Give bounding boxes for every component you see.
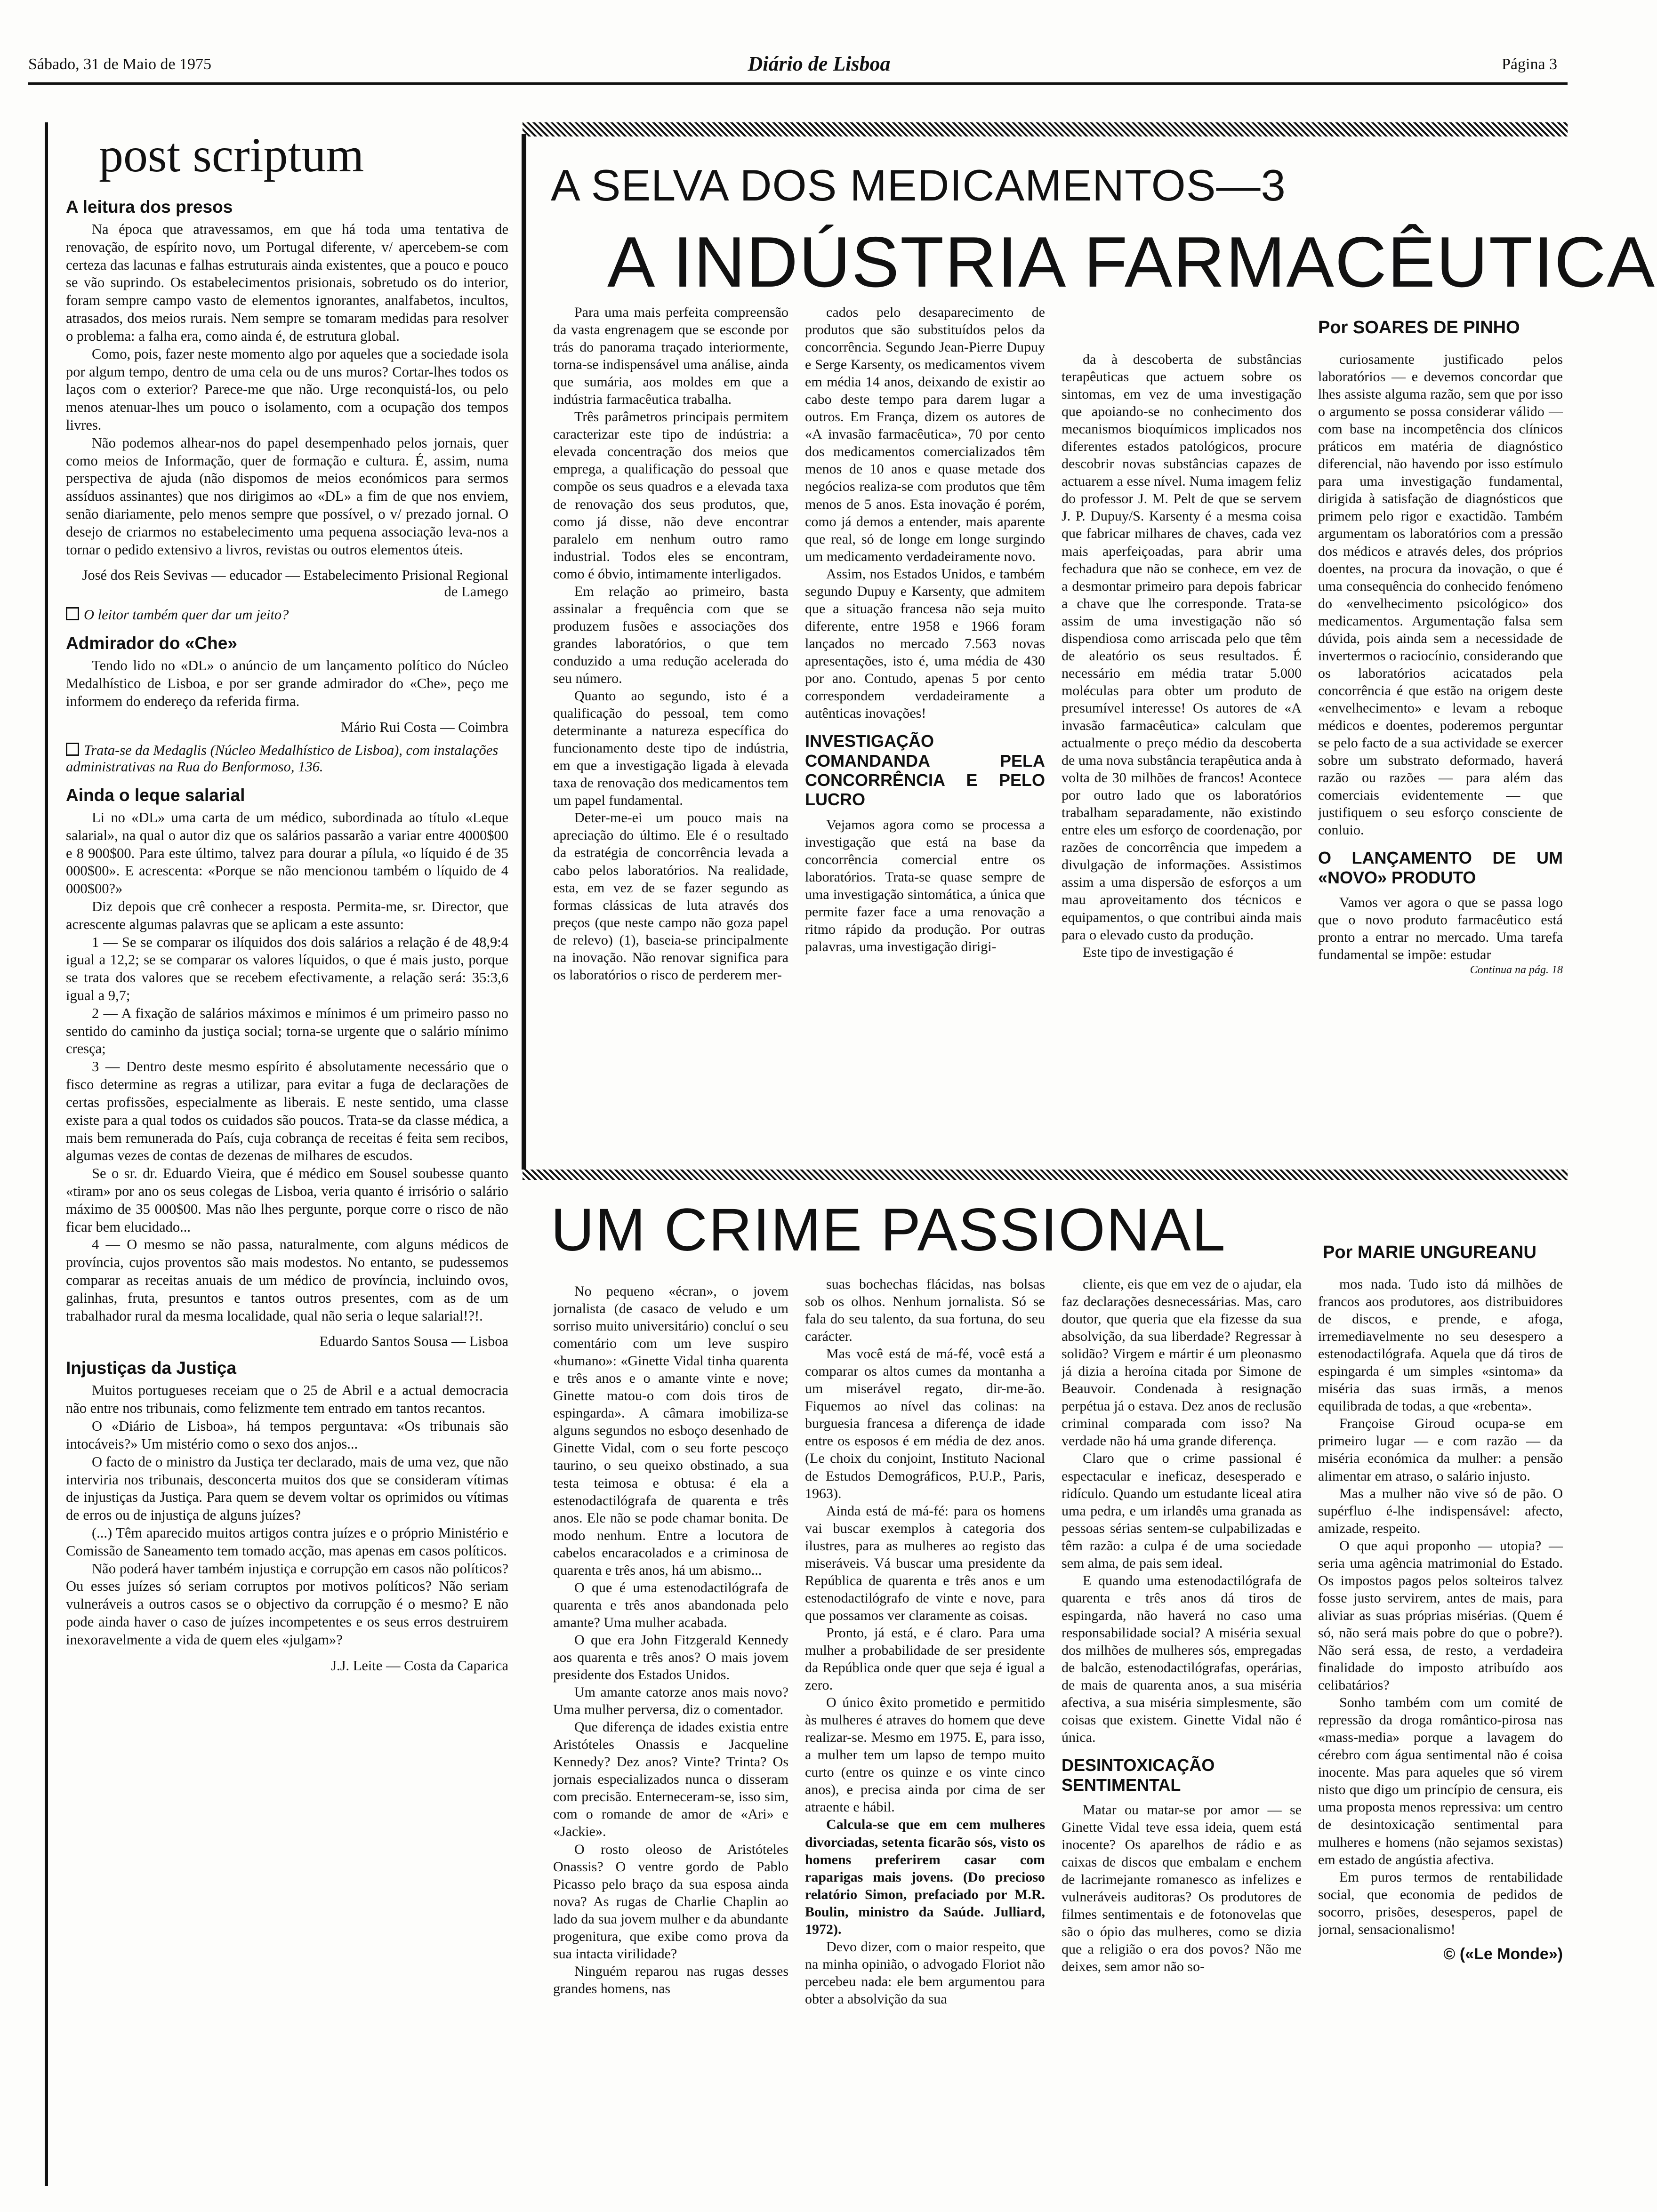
editor-note-text: O leitor também quer dar um jeito? [84, 607, 289, 623]
series-kicker: A SELVA DOS MEDICAMENTOS—3 [551, 160, 1286, 210]
article-column [1062, 351, 1302, 1165]
letter-signature: J.J. Leite — Costa da Caparica [331, 1657, 508, 1674]
article-headline: A INDÚSTRIA FARMACÊUTICA [607, 222, 1656, 302]
section-title: Ainda o leque salarial [66, 785, 245, 805]
page-number: Página 3 [1502, 56, 1558, 73]
paragraph: O facto de o ministro da Justiça ter declarado, mais de uma vez, que não interviria nos tribunais, desconcerta muitos dos que se consideram vítimas de injustiças da Justiça. Para quem se devem voltar os oprimidos ou vítimas de erros ou de injustiça de alguns juízes? [66, 1453, 508, 1523]
paragraph: 4 — O mesmo se não passa, naturalmente, com alguns médicos de província, cujos proventos são mais modestos. No entanto, se pudessemos comparar as receitas anuais de um médico de província, incluindo ovos, galinhas, fruta, presuntos e tantos outros presentes, com as de um trabalhador rural da mesma localidade, qual não seria o leque salarial!?!. [66, 1236, 508, 1324]
paragraph: E quando uma estenodactilógrafa de quarenta e três anos dá tiros de espingarda, não haverá no caso uma responsabilidade social? A miséria sexual dos milhões de mulheres sós, empregadas de balcão, estenodactilógrafas, operárias, de mais de quarenta anos, a sua miséria afectiva, a sua miséria simplesmente, são coisas que existem. Ginette Vidal não é única. [1062, 1572, 1302, 1746]
paragraph: 1 — Se se comparar os ilíquidos dos dois salários a relação é de 48,9:4 igual a 12,2; se se comparar os valores líquidos, o que é mais justo, porque se trata dos valores que se recebem efectivamente, a relação será: 35:3,6 igual a 9,7; [66, 934, 508, 1003]
section-subhead: DESINTOXICAÇÃO SENTIMENTAL [1062, 1755, 1215, 1795]
letter-signature: Mário Rui Costa — Coimbra [341, 719, 508, 735]
paragraph: Li no «DL» uma carta de um médico, subordinada ao título «Leque salarial», na qual o autor diz que os salários passarão a variar entre 4000$00 e 8 900$00. Para este último, talvez para dourar a pílula, «o líquido é de 35 000$00». E acrescenta: «Porque se não mencionou também o líquido de 4 000$00?» [66, 809, 508, 897]
section-subhead: O LANÇAMENTO DE UM «NOVO» PRODUTO [1318, 848, 1563, 887]
paragraph: Muitos portugueses receiam que o 25 de Abril e a actual democracia não entre nos tribunais, como felizmente tem entrado em tantos recantos. [66, 1382, 508, 1417]
paragraph: Para uma mais perfeita compreensão da vasta engrenagem que se esconde por trás do panorama traçado interiormente, torna-se indispensável uma análise, ainda que sumária, aos moldes em que a indústria farmacêutica trabalha. [553, 305, 788, 408]
paragraph: Calcula-se que em cem mulheres divorciadas, setenta ficarão sós, visto os homens preferirem casar com raparigas mais jovens. (Do precioso relatório Simon, prefaciado por M.R. Boulin, ministro da Saúde. Julliard, 1972). [805, 1817, 1045, 1937]
paragraph: Que diferença de idades existia entre Aristóteles Onassis e Jacqueline Kennedy? Dez anos? Vinte? Trinta? Os jornais especializados nunca o disseram com precisão. Enterneceram-se, isso sim, com o romande de amor de «Ari» e «Jackie». [553, 1719, 788, 1840]
paragraph: O que era John Fitzgerald Kennedy aos quarenta e três anos? O mais jovem presidente dos Estados Unidos. [553, 1632, 788, 1683]
paragraph: 3 — Dentro deste mesmo espírito é absolutamente necessário que o fisco determine as regras a utilizar, para evitar a fuga de declarações de certas profissões, especialmente as liberais. E neste sentido, uma classe existe para a qual todos os cuidados são poucos. Trata-se da classe médica, a mais bem remunerada do País, cuja cobrança de receitas é feita sem recibos, algumas vezes de contas de dezenas de milhares de escudos. [66, 1058, 508, 1164]
section-title: Admirador do «Che» [66, 633, 237, 653]
newspaper-title: Diário de Lisboa [748, 52, 891, 75]
paragraph: Ninguém reparou nas rugas desses grandes homens, nas [553, 1963, 788, 1996]
checkbox-square-icon [66, 607, 79, 620]
section-title: Injustiças da Justiça [66, 1358, 236, 1378]
letter-signature: José dos Reis Sevivas — educador — Estabelecimento Prisional Regional de Lamego [82, 567, 508, 600]
letter-signature: Eduardo Santos Sousa — Lisboa [319, 1333, 508, 1350]
paragraph: Este tipo de investigação é [1083, 944, 1233, 960]
paragraph: da à descoberta de substâncias terapêuticas que actuem sobre os sintomas, em vez de uma investigação que apoiando-se no conhecimento dos mecanismos bioquímicos implicados nos diferentes estados patológicos, procure descobrir novas substâncias capazes de actuarem a esse nível. Numa imagem feliz do professor J. M. Pelt de que se servem J. P. Dupuy/S. Karsenty é a mesma coisa que fabricar milhares de chaves, cada vez mais aperfeiçoadas, para abrir uma fechadura que não se conhece, em vez de a desmontar primeiro para depois fabricar a chave que lhe corresponde. Trata-se assim de uma investigação não só dispendiosa como arriscada pelo que têm de aleatório os seus resultados. É necessário em média tratar 5.000 moléculas para obter um produto de presumível interesse! Os autores de «A invasão farmacêutica» calculam que actualmente o preço médio da descoberta de uma nova substância terapêutica anda à volta de 30 milhões de francos! Acontece por outro lado que os laboratórios trabalham separadamente, não existindo entre eles um esforço de coordenação, por razões de concorrência que impedem a divulgação de informações. Assistimos assim a uma dispersão de esforços a um mau aproveitamento dos técnicos e equipamentos, o que contribui ainda mais para o elevado custo da produção. [1062, 352, 1302, 943]
paragraph: Matar ou matar-se por amor — se Ginette Vidal teve essa ideia, quem está inocente? Os aparelhos de rádio e as caixas de discos que embalam e enchem de lacrimejante romanesco as infelizes e vulneráveis auditoras? Os produtores de filmes sentimentais e de fotonovelas que são o ópio das mulheres, como se dizia que a religião o era dos povos? Não me deixes, sem amor não so- [1062, 1802, 1302, 1975]
article-column [553, 1282, 788, 2188]
hatched-rule [523, 122, 1568, 136]
editor-note [66, 607, 508, 623]
paragraph: Em puros termos de rentabilidade social, que economia de pedidos de socorro, prisões, desesperos, papel de jornal, sensacionalismo! [1318, 1869, 1563, 1937]
paragraph: 2 — A fixação de salários máximos e mínimos é um primeiro passo no sentido do caminho da justiça social; torna-se urgente que o salário mínimo cresça; [66, 1005, 508, 1057]
post-scriptum-rule [45, 122, 48, 2186]
post-scriptum-heading: post scriptum [99, 128, 364, 182]
article-column [1318, 1275, 1563, 2188]
paragraph: O «Diário de Lisboa», há tempos perguntava: «Os tribunais são intocáveis?» Um mistério como o sexo dos anjos... [66, 1418, 508, 1452]
continued-note: Continua na pág. 18 [1470, 964, 1563, 977]
paragraph: Claro que o crime passional é espectacular e ineficaz, desesperado e ridículo. Quando um estudante liceal atira uma pedra, e um irlandês uma granada as pessoas sérias sentem-se culpabilizadas e têm razão: a culpa é de uma sociedade sem alma, de pais sem ideal. [1062, 1451, 1302, 1571]
paragraph: O rosto oleoso de Aristóteles Onassis? O ventre gordo de Pablo Picasso pelo braço da sua esposa ainda nova? As rugas de Charlie Chaplin ao lado da sua jovem mulher e da abundante progenitura, que exibe como prova da sua intacta virilidade? [553, 1841, 788, 1962]
paragraph: Como, pois, fazer neste momento algo por aqueles que a sociedade isola por algum tempo, dentro de uma cela ou de uns muros? Cortar-lhes todos os laços com o exterior? Parece-me que não. Urge reconquistá-los, ou pelo menos atenuar-lhes um pouco o isolamento, com a ocupação dos tempos livres. [66, 345, 508, 433]
section-title: A leitura dos presos [66, 197, 233, 216]
paragraph: O que é uma estenodactilógrafa de quarenta e três anos abandonada pelo amante? Uma mulher acabada. [553, 1579, 788, 1630]
article-column [1318, 351, 1563, 1165]
paragraph: Na época que atravessamos, em que há toda uma tentativa de renovação, de espírito novo, um Portugal diferente, v/ apercebem-se com certeza das lacunas e falhas estruturais ainda existentes, que a pouco e pouco se vão suprindo. Os estabelecimentos prisionais, sobretudo os do interior, foram sempre campo vasto de elementos ignorantes, analfabetos, incultos, atrasados, dos meios rurais. Nem sempre se tomaram medidas para resolver o problema: a falha era, como ainda é, de estrutura global. [66, 221, 508, 344]
issue-date: Sábado, 31 de Maio de 1975 [28, 56, 212, 73]
paragraph: Não podemos alhear-nos do papel desempenhado pelos jornais, quer como meios de Informação, quer de formação e cultura. É, assim, numa perspectiva de ajuda (não dispomos de meios económicos para sermos assíduos assinantes) que nos dirigimos ao «DL» a fim de que nos enviem, senão diariamente, pelo menos sempre que possível, o v/ prezado jornal. O desejo de criarmos no estabelecimento uma pequena associação leva-nos a tornar o pedido extensivo a livros, revistas ou outros elementos úteis. [66, 434, 508, 558]
paragraph: Três parâmetros principais permitem caracterizar este tipo de indústria: a elevada concentração dos meios que emprega, a qualificação do pessoal que compõe os seus quadros e a elevada taxa de renovação dos seus produtos, que, como já disse, não deve encontrar paralelo em nenhum outro ramo industrial. Todos eles se encontram, como é óbvio, intimamente interligados. [553, 409, 788, 582]
source-credit: © («Le Monde») [1443, 1945, 1563, 1963]
article-rule [522, 134, 526, 1170]
paragraph: Tendo lido no «DL» o anúncio de um lançamento político do Núcleo Medalhístico de Lisboa, e por ser grande admirador do «Che», peço me informem do endereço da referida firma. [66, 657, 508, 710]
paragraph: mos nada. Tudo isto dá milhões de francos aos produtores, aos distribuidores de discos, e prende, e afoga, irremediavelmente no seu desespero a estenodactilógrafa. Aquela que dá tiros de espingarda é um simples «sintoma» da miséria das suas irmãs, a menos equilibrada de todas, a que «rebenta». [1318, 1276, 1563, 1414]
checkbox-square-icon [66, 743, 79, 756]
article-column [553, 304, 788, 1165]
paragraph: Mas a mulher não vive só de pão. O supérfluo é-lhe indispensável: afecto, amizade, respeito. [1318, 1485, 1563, 1536]
paragraph: Vejamos agora como se processa a investigação que está na base da concorrência comercial entre os laboratórios. Trata-se quase sempre de uma investigação sintomática, a única que permite fazer face a uma renovação a ritmo rápido da produção. Por outras palavras, uma investigação dirigi- [805, 817, 1045, 955]
article-column [805, 1275, 1045, 2188]
paragraph: cados pelo desaparecimento de produtos que são substituídos pelos da concorrência. Segundo Jean-Pierre Dupuy e Serge Karsenty, os medicamentos vivem em média 14 anos, deixando de existir ao cabo deste tempo para darem lugar a outros. Em França, dizem os autores de «A invasão farmacêutica», 70 por cento dos medicamentos comercializados têm menos de 10 anos e quase metade dos negócios realiza-se com produtos que têm menos de 5 anos. Esta inovação é porém, como já demos a entender, mais aparente que real, só de longe em longe surgindo um medicamento verdadeiramente novo. [805, 305, 1045, 564]
paragraph: Não poderá haver também injustiça e corrupção em casos não políticos? Ou esses juízes só seriam corruptos por motivos políticos? Não seriam vulneráveis a outros casos se o objectivo da corrupção é o mesmo? E não pode ainda haver o caso de juízes incompetentes e os seus erros destruirem inexoravelmente a vida de quem eles «julgam»? [66, 1560, 508, 1648]
paragraph: cliente, eis que em vez de o ajudar, ela faz declarações desnecessárias. Mas, caro doutor, que queria que ela fizesse da sua absolvição, da sua liberdade? Regressar à solidão? Virgem e mártir é um pleonasmo já dizia a heroína citada por Simone de Beauvoir. Condenada à resignação perpétua já o estava. Dez anos de reclusão criminal comparada com isso? Na verdade não há uma grande diferença. [1062, 1276, 1302, 1449]
paragraph: Mas você está de má-fé, você está a comparar os altos cumes da montanha a um miserável regato, dir-me-ão. Fiquemos ao nível das colinas: na burguesia francesa a diferença de idade entre os esposos é em média de dez anos. (Le choix du conjoint, Instituto Nacional de Estudos Demográficos, P.U.P., Paris, 1963). [805, 1346, 1045, 1501]
paragraph: suas bochechas flácidas, nas bolsas sob os olhos. Nenhum jornalista. Só se fala do seu talento, da sua fortuna, do seu carácter. [805, 1276, 1045, 1345]
paragraph: Diz depois que crê conhecer a resposta. Permita-me, sr. Director, que acrescente algumas palavras que se aplicam a este assunto: [66, 898, 508, 932]
paragraph: Vamos ver agora o que se passa logo que o novo produto farmacêutico está pronto a entrar no mercado. Uma tarefa fundamental se impõe: estudar [1318, 895, 1563, 963]
post-scriptum-column [66, 113, 508, 2193]
hatched-rule [523, 1170, 1568, 1180]
article-column [1062, 1275, 1302, 2188]
paragraph: Ainda está de má-fé: para os homens vai buscar exemplos à categoria dos ilustres, para as mulheres ao registo das miseráveis. Vá buscar uma presidente da República de quarenta e três anos e um estenodactilógrafo de vinte e nove, para que possamos ver claramente as coisas. [805, 1503, 1045, 1623]
paragraph: Pronto, já está, e é claro. Para uma mulher a probabilidade de ser presidente da República onde quer que seja é igual a zero. [805, 1625, 1045, 1693]
editor-note [66, 742, 508, 775]
paragraph: Se o sr. dr. Eduardo Vieira, que é médico em Sousel soubesse quanto «tiram» por ano os seus colegas de Lisboa, veria quanto é irrisório o salário máximo de 35 000$00. Mas não lhes pergunte, porque corre o risco de não ficar bem elucidado... [66, 1165, 508, 1235]
article-byline: Por SOARES DE PINHO [1318, 318, 1520, 337]
paragraph: O que aqui proponho — utopia? — seria uma agência matrimonial do Estado. Os impostos pagos pelos solteiros talvez fosse justo servirem, antes de mais, para aliviar as suas próprias misérias. (Quem é só, não será mais pobre do que o pobre?). Não será essa, de resto, a verdadeira finalidade do imposto atribuído aos celibatários? [1318, 1538, 1563, 1693]
article-column [805, 304, 1045, 1165]
paragraph: (...) Têm aparecido muitos artigos contra juízes e o próprio Ministério e Comissão de Saneamento tem tomado acção, mas apenas em casos políticos. [66, 1524, 508, 1559]
article-headline: UM CRIME PASSIONAL [551, 1196, 1226, 1264]
paragraph: Deter-me-ei um pouco mais na apreciação do último. Ele é o resultado da estratégia de concorrência levada a cabo pelos laboratórios. Na realidade, esta, em vez de se fazer segundo as formas clássicas de luta através dos preços (que neste campo não goza papel de relevo) (1), baseia-se principalmente na inovação. Não renovar significa para os laboratórios o risco de perderem mer- [553, 810, 788, 983]
paragraph: O único êxito prometido e permitido às mulheres é atraves do homem que deve realizar-se. Mesmo em 1975. E, para isso, a mulher tem um lapso de tempo muito curto (entre os quinze e os vinte cinco anos), e precisa ainda por cima de ser atraente e hábil. [805, 1695, 1045, 1815]
section-subhead: INVESTIGAÇÃO COMANDANDA PELA CONCORRÊNCIA E PELO LUCRO [805, 731, 1045, 809]
article-byline: Por MARIE UNGUREANU [1323, 1242, 1536, 1262]
paragraph: Devo dizer, com o maior respeito, que na minha opinião, o advogado Floriot não percebeu nada: ele bem argumentou para obter a absolvição da sua [805, 1939, 1045, 2007]
paragraph: Françoise Giroud ocupa-se em primeiro lugar — e com razão — da miséria económica da mulher: a pensão alimentar em atraso, o salário injusto. [1318, 1416, 1563, 1484]
paragraph: Um amante catorze anos mais novo? Uma mulher perversa, diz o comentador. [553, 1684, 788, 1718]
header-rule [28, 82, 1568, 85]
paragraph: Em relação ao primeiro, basta assinalar a frequência com que se produzem fusões e associações dos grandes laboratórios, o que tem conduzido a uma redução acelerada do seu número. [553, 583, 788, 686]
paragraph: No pequeno «écran», o jovem jornalista (de casaco de veludo e um sorriso muito universitário) concluí o seu comentário com um leve suspiro «humano»: «Ginette Vidal tinha quarenta e três anos e o amante vinte e nove; Ginette matou-o com dois tiros de espingarda». A câmara imobiliza-se alguns segundos no esboço desenhado de Ginette Vidal, com o seu forte pescoço taurino, o seu queixo obstinado, a sua testa teimosa e obtusa: é ela a estenodactilógrafa de quarenta e três anos. Ele não se pode chamar bonita. De modo nenhum. Entre a locutora de cabelos encaracolados e a criminosa de quarenta e três anos, há um abismo... [553, 1283, 788, 1578]
paragraph: curiosamente justificado pelos laboratórios — e devemos concordar que lhes assiste alguma razão, sem que por isso o argumento se possa considerar válido — com base na incompetência dos clínicos práticos em matéria de diagnóstico diferencial, não havendo por isso estímulo para uma investigação fundamental, dirigida à satisfação de diagnósticos que primem pelo rigor e exactidão. Também argumentam os laboratórios com a pressão dos médicos e através deles, dos próprios doentes, na procura da inovação, o que é uma consequência do conhecido fenómeno do «envelhecimento psicológico» dos medicamentos. Argumentação falsa sem dúvida, pois ainda sem a necessidade de invertermos o raciocínio, considerando que os laboratórios acicatados pela concorrência é que estão na origem deste «envelhecimento» e levam a reboque médicos e doentes, poderemos perguntar se pelo facto de a sua actividade se exercer sobre um substrato deformado, haverá razão ou razões — para além das comerciais evidentemente — que justifiquem o seu esforço consciente de conluio. [1318, 352, 1563, 838]
paragraph: Quanto ao segundo, isto é a qualificação do pessoal, tem como determinante a natureza específica do funcionamento deste tipo de indústria, em que a investigação ligada à elevada taxa de renovação dos medicamentos tem um papel fundamental. [553, 688, 788, 809]
editor-note-text: Trata-se da Medaglis (Núcleo Medalhístico de Lisboa), com instalações administrativas na Rua do Benformoso, 136. [66, 742, 499, 775]
paragraph: Assim, nos Estados Unidos, e também segundo Dupuy e Karsenty, que admitem que a situação francesa não seja muito diferente, entre 1958 e 1966 foram lançados no mercado 7.563 novas apresentações, isto é, uma média de 430 por ano. Contudo, apenas 5 por cento correspondem verdadeiramente a autênticas inovações! [805, 566, 1045, 721]
paragraph: Sonho também com um comité de repressão da droga romântico-pirosa nas «mass-media» porque a lavagem do cérebro com água sentimental não é coisa inocente. Mas para aqueles que só virem nisto que digo um princípio de censura, eis uma proposta menos repressiva: um centro de desintoxicação sentimental para mulheres e homens (não sejamos sexistas) em estado de angústia afectiva. [1318, 1695, 1563, 1867]
